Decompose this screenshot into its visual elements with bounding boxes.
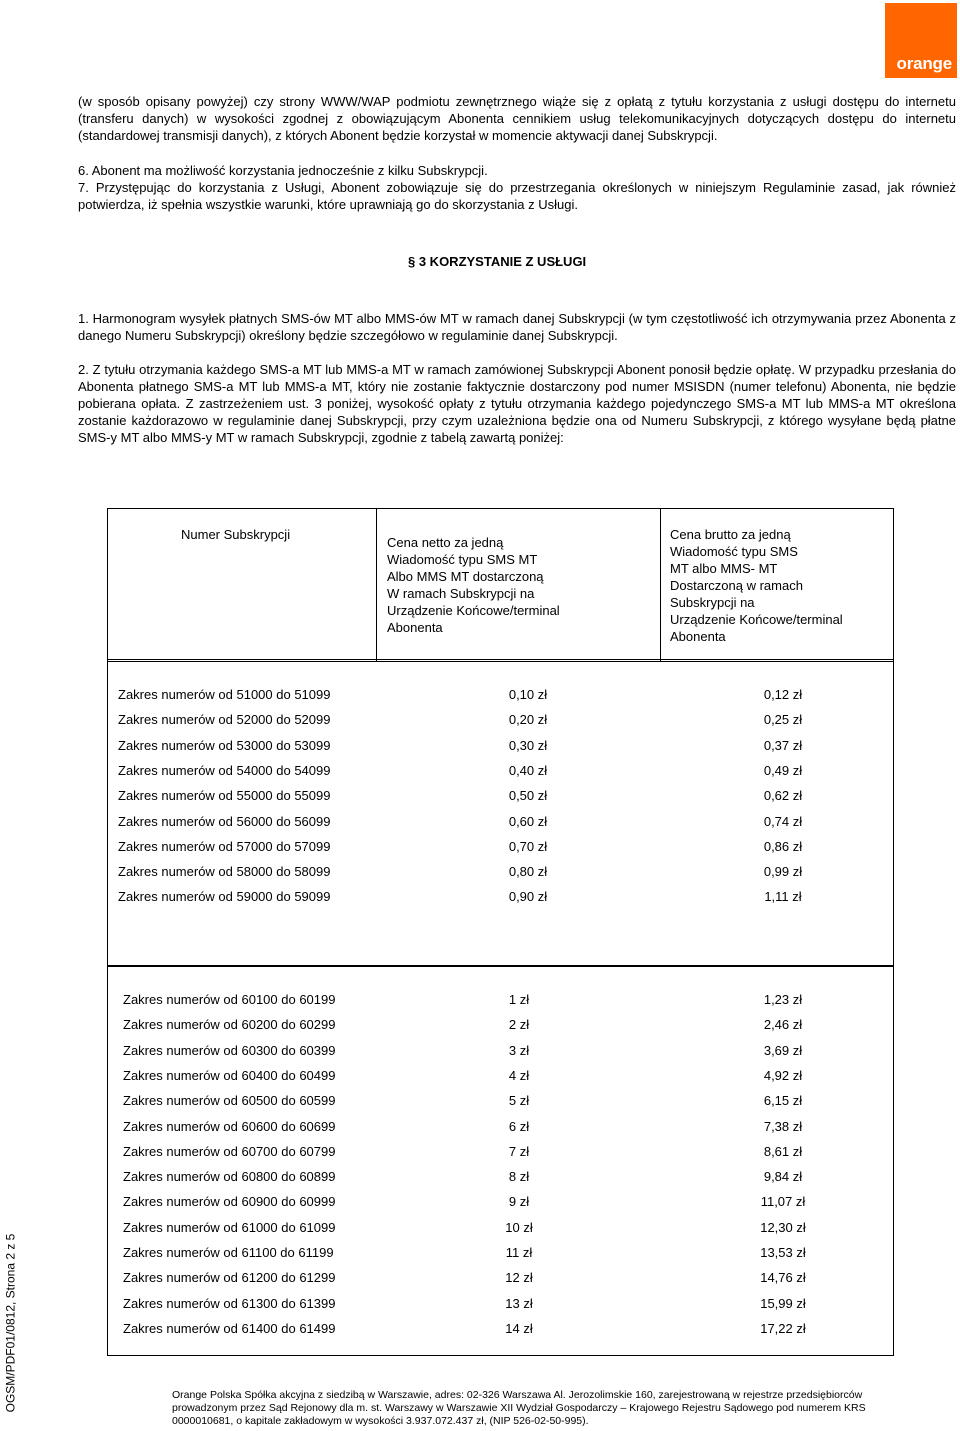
- table-row: [118, 682, 888, 707]
- table-row: [123, 1038, 888, 1063]
- range-cell: Zakres numerów od 55000 do 55099: [118, 788, 331, 804]
- net-price-cell: 4 zł: [508, 1067, 530, 1083]
- range-cell: Zakres numerów od 61000 do 61099: [123, 1219, 336, 1235]
- net-price-cell: 0,10 zł: [508, 687, 548, 702]
- range-cell: Zakres numerów od 61300 do 61399: [123, 1295, 336, 1311]
- range-cell: Zakres numerów od 58000 do 58099: [118, 864, 331, 880]
- gross-price-cell: 11,07 zł: [760, 1194, 806, 1210]
- range-cell: Zakres numerów od 60700 do 60799: [123, 1143, 336, 1159]
- header-number: Numer Subskrypcji: [181, 527, 291, 542]
- table-row: [123, 1240, 888, 1265]
- gross-price-cell: 0,62 zł: [763, 788, 803, 804]
- net-price-cell: 0,60 zł: [508, 813, 548, 829]
- table-row: [123, 1139, 888, 1164]
- side-page-ref: OGSM/PDF01/0812, Strona 2 z 5: [3, 1233, 18, 1413]
- logo-text: orange: [896, 54, 952, 73]
- net-price-cell: 0,50 zł: [508, 788, 548, 804]
- orange-logo: [885, 3, 957, 78]
- net-price-cell: 11 zł: [505, 1245, 533, 1260]
- net-price-cell: 5 zł: [508, 1093, 530, 1109]
- gross-price-cell: 7,38 zł: [763, 1118, 803, 1134]
- gross-price-cell: 0,99 zł: [763, 864, 803, 880]
- gross-price-cell: 17,22 zł: [760, 1320, 806, 1336]
- net-price-cell: 0,40 zł: [508, 762, 548, 778]
- table-row: [118, 859, 888, 884]
- gross-price-cell: 4,92 zł: [763, 1067, 803, 1083]
- range-cell: Zakres numerów od 60200 do 60299: [123, 1017, 336, 1033]
- paragraph-s3-1: 1. Harmonogram wysyłek płatnych SMS-ów MT albo MMS-ów MT w ramach danej Subskrypcji (w tym częstotliwość ich otrzymywania przez Abonenta z danego Numeru Subskrypcji) określony będzie szczegółowo w regulaminie danej Subskrypcji.: [78, 311, 956, 343]
- gross-price-cell: 8,61 zł: [763, 1143, 803, 1159]
- range-cell: Zakres numerów od 60500 do 60599: [123, 1093, 336, 1109]
- gross-price-cell: 9,84 zł: [763, 1169, 803, 1185]
- table-row: [118, 809, 888, 834]
- range-cell: Zakres numerów od 57000 do 57099: [118, 838, 331, 854]
- net-price-cell: 0,70 zł: [508, 838, 548, 854]
- range-cell: Zakres numerów od 59000 do 59099: [118, 889, 331, 905]
- net-price-cell: 0,90 zł: [508, 889, 548, 905]
- net-price-cell: 10 zł: [505, 1219, 533, 1235]
- header-net-price: Cena netto za jedną Wiadomość typu SMS MT Albo MMS MT dostarczoną W ramach Subskrypcji na Urządzenie Końcowe/terminal Abonenta: [387, 535, 560, 635]
- paragraph-s3-2: 2. Z tytułu otrzymania każdego SMS-a MT lub MMS-a MT w ramach zamówionej Subskrypcji Abonent ponosił będzie opłatę. W przypadku przesłania do Abonenta płatnego SMS-a MT lub MMS-a MT, który nie zostanie faktycznie dostarczony pod numer MSISDN (numer telefonu) Abonenta, nie będzie pobierana opłata. Z zastrzeżeniem ust. 3 poniżej, wysokość opłaty z tytułu otrzymania każdego pojedynczego SMS-a MT lub MMS-a MT określona zostanie każdorazowo w regulaminie danej Subskrypcji, przy czym uzależniona będzie ona od Numeru Subskrypcji, z którego wysyłane będą płatne SMS-y MT albo MMS-y MT w ramach Subskrypcji, zgodnie z tabelą zawartą poniżej:: [78, 362, 956, 445]
- table-group-2: [107, 965, 894, 1356]
- footer-legal: Orange Polska Spółka akcyjna z siedzibą w Warszawie, adres: 02-326 Warszawa Al. Jerozolimskie 160, zarejestrowaną w rejestrze przedsiębiorców prowadzonym przez Sąd Rejonowy dla m. st. Warszawy w Warszawie XII Wydział Gospodarczy – Krajowego Rejestru Sądowego pod numerem KRS 0000010681, o kapitale zakładowym w wysokości 3.937.072.437 zł, (NIP 526-02-50-995).: [172, 1389, 866, 1427]
- table-row: [123, 1291, 888, 1316]
- net-price-cell: 13 zł: [505, 1295, 533, 1311]
- range-cell: Zakres numerów od 51000 do 51099: [118, 687, 331, 702]
- net-price-cell: 8 zł: [508, 1169, 530, 1185]
- gross-price-cell: 0,86 zł: [763, 838, 803, 854]
- table-row: [123, 1088, 888, 1113]
- net-price-cell: 1 zł: [508, 992, 530, 1007]
- paragraph-6: 6. Abonent ma możliwość korzystania jednocześnie z kilku Subskrypcji.: [78, 163, 488, 178]
- net-price-cell: 3 zł: [508, 1042, 530, 1058]
- gross-price-cell: 1,11 zł: [764, 889, 802, 905]
- table-group-1: [107, 659, 894, 967]
- net-price-cell: 12 zł: [505, 1270, 533, 1286]
- gross-price-cell: 2,46 zł: [763, 1017, 803, 1033]
- header-gross-price: Cena brutto za jedną Wiadomość typu SMS MT albo MMS- MT Dostarczoną w ramach Subskrypcji na Urządzenie Końcowe/terminal Abonenta: [670, 527, 843, 644]
- range-cell: Zakres numerów od 60600 do 60699: [123, 1118, 336, 1134]
- range-cell: Zakres numerów od 52000 do 52099: [118, 712, 331, 728]
- table-row: [118, 884, 888, 909]
- range-cell: Zakres numerów od 61100 do 61199: [123, 1245, 334, 1260]
- gross-price-cell: 0,37 zł: [763, 737, 803, 753]
- table-row: [123, 1063, 888, 1088]
- table-row: [123, 1189, 888, 1214]
- net-price-cell: 14 zł: [505, 1320, 533, 1336]
- net-price-cell: 9 zł: [508, 1194, 530, 1210]
- range-cell: Zakres numerów od 60100 do 60199: [123, 992, 336, 1007]
- table-row: [118, 758, 888, 783]
- gross-price-cell: 0,49 zł: [763, 762, 803, 778]
- net-price-cell: 6 zł: [508, 1118, 530, 1134]
- table-row: [123, 1164, 888, 1189]
- range-cell: Zakres numerów od 61200 do 61299: [123, 1270, 336, 1286]
- net-price-cell: 0,80 zł: [508, 864, 548, 880]
- table-row: [123, 1012, 888, 1037]
- range-cell: Zakres numerów od 60800 do 60899: [123, 1169, 336, 1185]
- gross-price-cell: 0,74 zł: [763, 813, 803, 829]
- range-cell: Zakres numerów od 53000 do 53099: [118, 737, 331, 753]
- net-price-cell: 7 zł: [508, 1143, 530, 1159]
- table-row: [123, 1316, 888, 1341]
- range-cell: Zakres numerów od 60900 do 60999: [123, 1194, 336, 1210]
- table-header-box: [107, 508, 894, 662]
- table-row: [118, 783, 888, 808]
- range-cell: Zakres numerów od 56000 do 56099: [118, 813, 331, 829]
- gross-price-cell: 15,99 zł: [760, 1295, 806, 1311]
- gross-price-cell: 13,53 zł: [760, 1245, 806, 1260]
- table-row: [123, 1114, 888, 1139]
- table-row: [123, 1215, 888, 1240]
- table-row: [118, 707, 888, 732]
- table-row: [123, 987, 888, 1012]
- gross-price-cell: 3,69 zł: [763, 1042, 803, 1058]
- paragraph-7: 7. Przystępując do korzystania z Usługi, Abonent zobowiązuje się do przestrzegania określonych w niniejszym Regulaminie zasad, jak również potwierdza, iż spełnia wszystkie warunki, które uprawniają go do skorzystania z Usługi.: [78, 180, 956, 212]
- gross-price-cell: 12,30 zł: [760, 1219, 806, 1235]
- gross-price-cell: 0,12 zł: [763, 687, 803, 702]
- net-price-cell: 0,20 zł: [508, 712, 548, 728]
- range-cell: Zakres numerów od 60300 do 60399: [123, 1042, 336, 1058]
- header-divider: [376, 509, 377, 661]
- net-price-cell: 0,30 zł: [508, 737, 548, 753]
- gross-price-cell: 6,15 zł: [763, 1093, 803, 1109]
- table-row: [123, 1265, 888, 1290]
- header-divider: [660, 509, 661, 661]
- table-row: [118, 733, 888, 758]
- range-cell: Zakres numerów od 61400 do 61499: [123, 1320, 336, 1336]
- paragraph-data-transfer: (w sposób opisany powyżej) czy strony WWW/WAP podmiotu zewnętrznego wiąże się z opłatą z tytułu korzystania z usługi dostępu do internetu (transferu danych) w wysokości zgodnej z obowiązującym Abonenta cennikiem usług telekomunikacyjnych dotyczących dostępu do internetu (standardowej transmisji danych), z których Abonent będzie korzystał w momencie aktywacji danej Subskrypcji.: [78, 94, 956, 143]
- range-cell: Zakres numerów od 60400 do 60499: [123, 1067, 336, 1083]
- gross-price-cell: 1,23 zł: [763, 992, 803, 1007]
- table-row: [118, 834, 888, 859]
- net-price-cell: 2 zł: [508, 1017, 530, 1033]
- gross-price-cell: 14,76 zł: [760, 1270, 806, 1286]
- section-heading: § 3 KORZYSTANIE Z USŁUGI: [408, 254, 587, 269]
- gross-price-cell: 0,25 zł: [763, 712, 803, 728]
- range-cell: Zakres numerów od 54000 do 54099: [118, 762, 331, 778]
